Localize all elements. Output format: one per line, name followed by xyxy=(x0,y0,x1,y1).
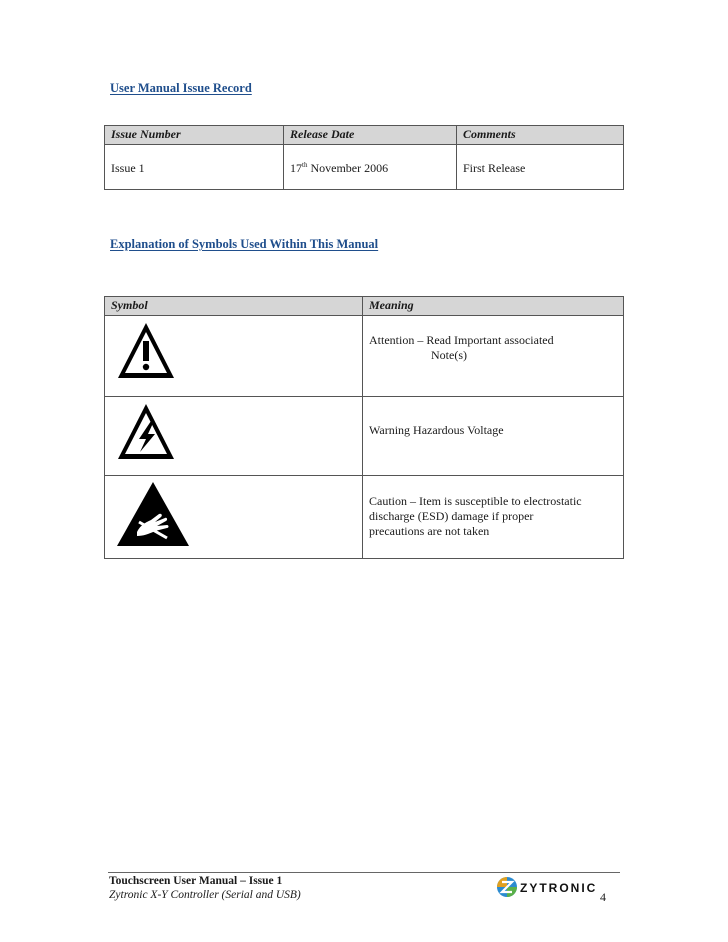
release-month-year: November 2006 xyxy=(307,161,389,175)
release-day-suffix: th xyxy=(302,161,308,169)
attention-triangle-icon xyxy=(115,320,177,382)
footer-subtitle: Zytronic X-Y Controller (Serial and USB) xyxy=(109,889,301,901)
table-row xyxy=(105,145,624,190)
meaning-text: Caution – Item is susceptible to electrostatic xyxy=(369,494,582,508)
table-row xyxy=(105,476,624,559)
table-row xyxy=(105,316,624,397)
release-date-cell xyxy=(284,145,457,190)
issue-record-heading: User Manual Issue Record xyxy=(110,81,252,95)
esd-hand-icon xyxy=(115,480,191,548)
symbols-heading: Explanation of Symbols Used Within This Manual xyxy=(110,237,379,251)
symbol-cell xyxy=(105,397,363,476)
release-day: 17 xyxy=(290,161,302,175)
symbols-table xyxy=(104,296,624,559)
meaning-cell xyxy=(363,316,624,397)
column-header-release-date: Release Date xyxy=(284,126,457,145)
symbol-cell xyxy=(105,316,363,397)
table-header-row xyxy=(105,297,624,316)
meaning-text-continued: discharge (ESD) damage if proper xyxy=(369,509,534,523)
symbol-cell xyxy=(105,476,363,559)
meaning-text: Attention – Read Important associated xyxy=(369,333,554,347)
footer-divider xyxy=(108,872,620,873)
comments-cell: First Release xyxy=(457,145,624,190)
page-number: 4 xyxy=(600,890,606,904)
table-header-row xyxy=(105,126,624,145)
column-header-symbol: Symbol xyxy=(105,297,363,316)
meaning-cell xyxy=(363,397,624,476)
issue-number-cell: Issue 1 xyxy=(105,145,284,190)
table-row xyxy=(105,397,624,476)
issue-record-table xyxy=(104,125,624,190)
column-header-comments: Comments xyxy=(457,126,624,145)
meaning-text-continued: precautions are not taken xyxy=(369,524,490,538)
meaning-text-continued: Note(s) xyxy=(431,348,467,362)
meaning-cell xyxy=(363,476,624,559)
logo-text: ZYTRONIC xyxy=(520,881,598,895)
column-header-meaning: Meaning xyxy=(363,297,624,316)
column-header-issue-number: Issue Number xyxy=(105,126,284,145)
footer-title: Touchscreen User Manual – Issue 1 xyxy=(109,875,283,887)
meaning-text: Warning Hazardous Voltage xyxy=(369,423,504,437)
high-voltage-icon xyxy=(115,401,177,463)
zytronic-logo xyxy=(496,876,598,903)
